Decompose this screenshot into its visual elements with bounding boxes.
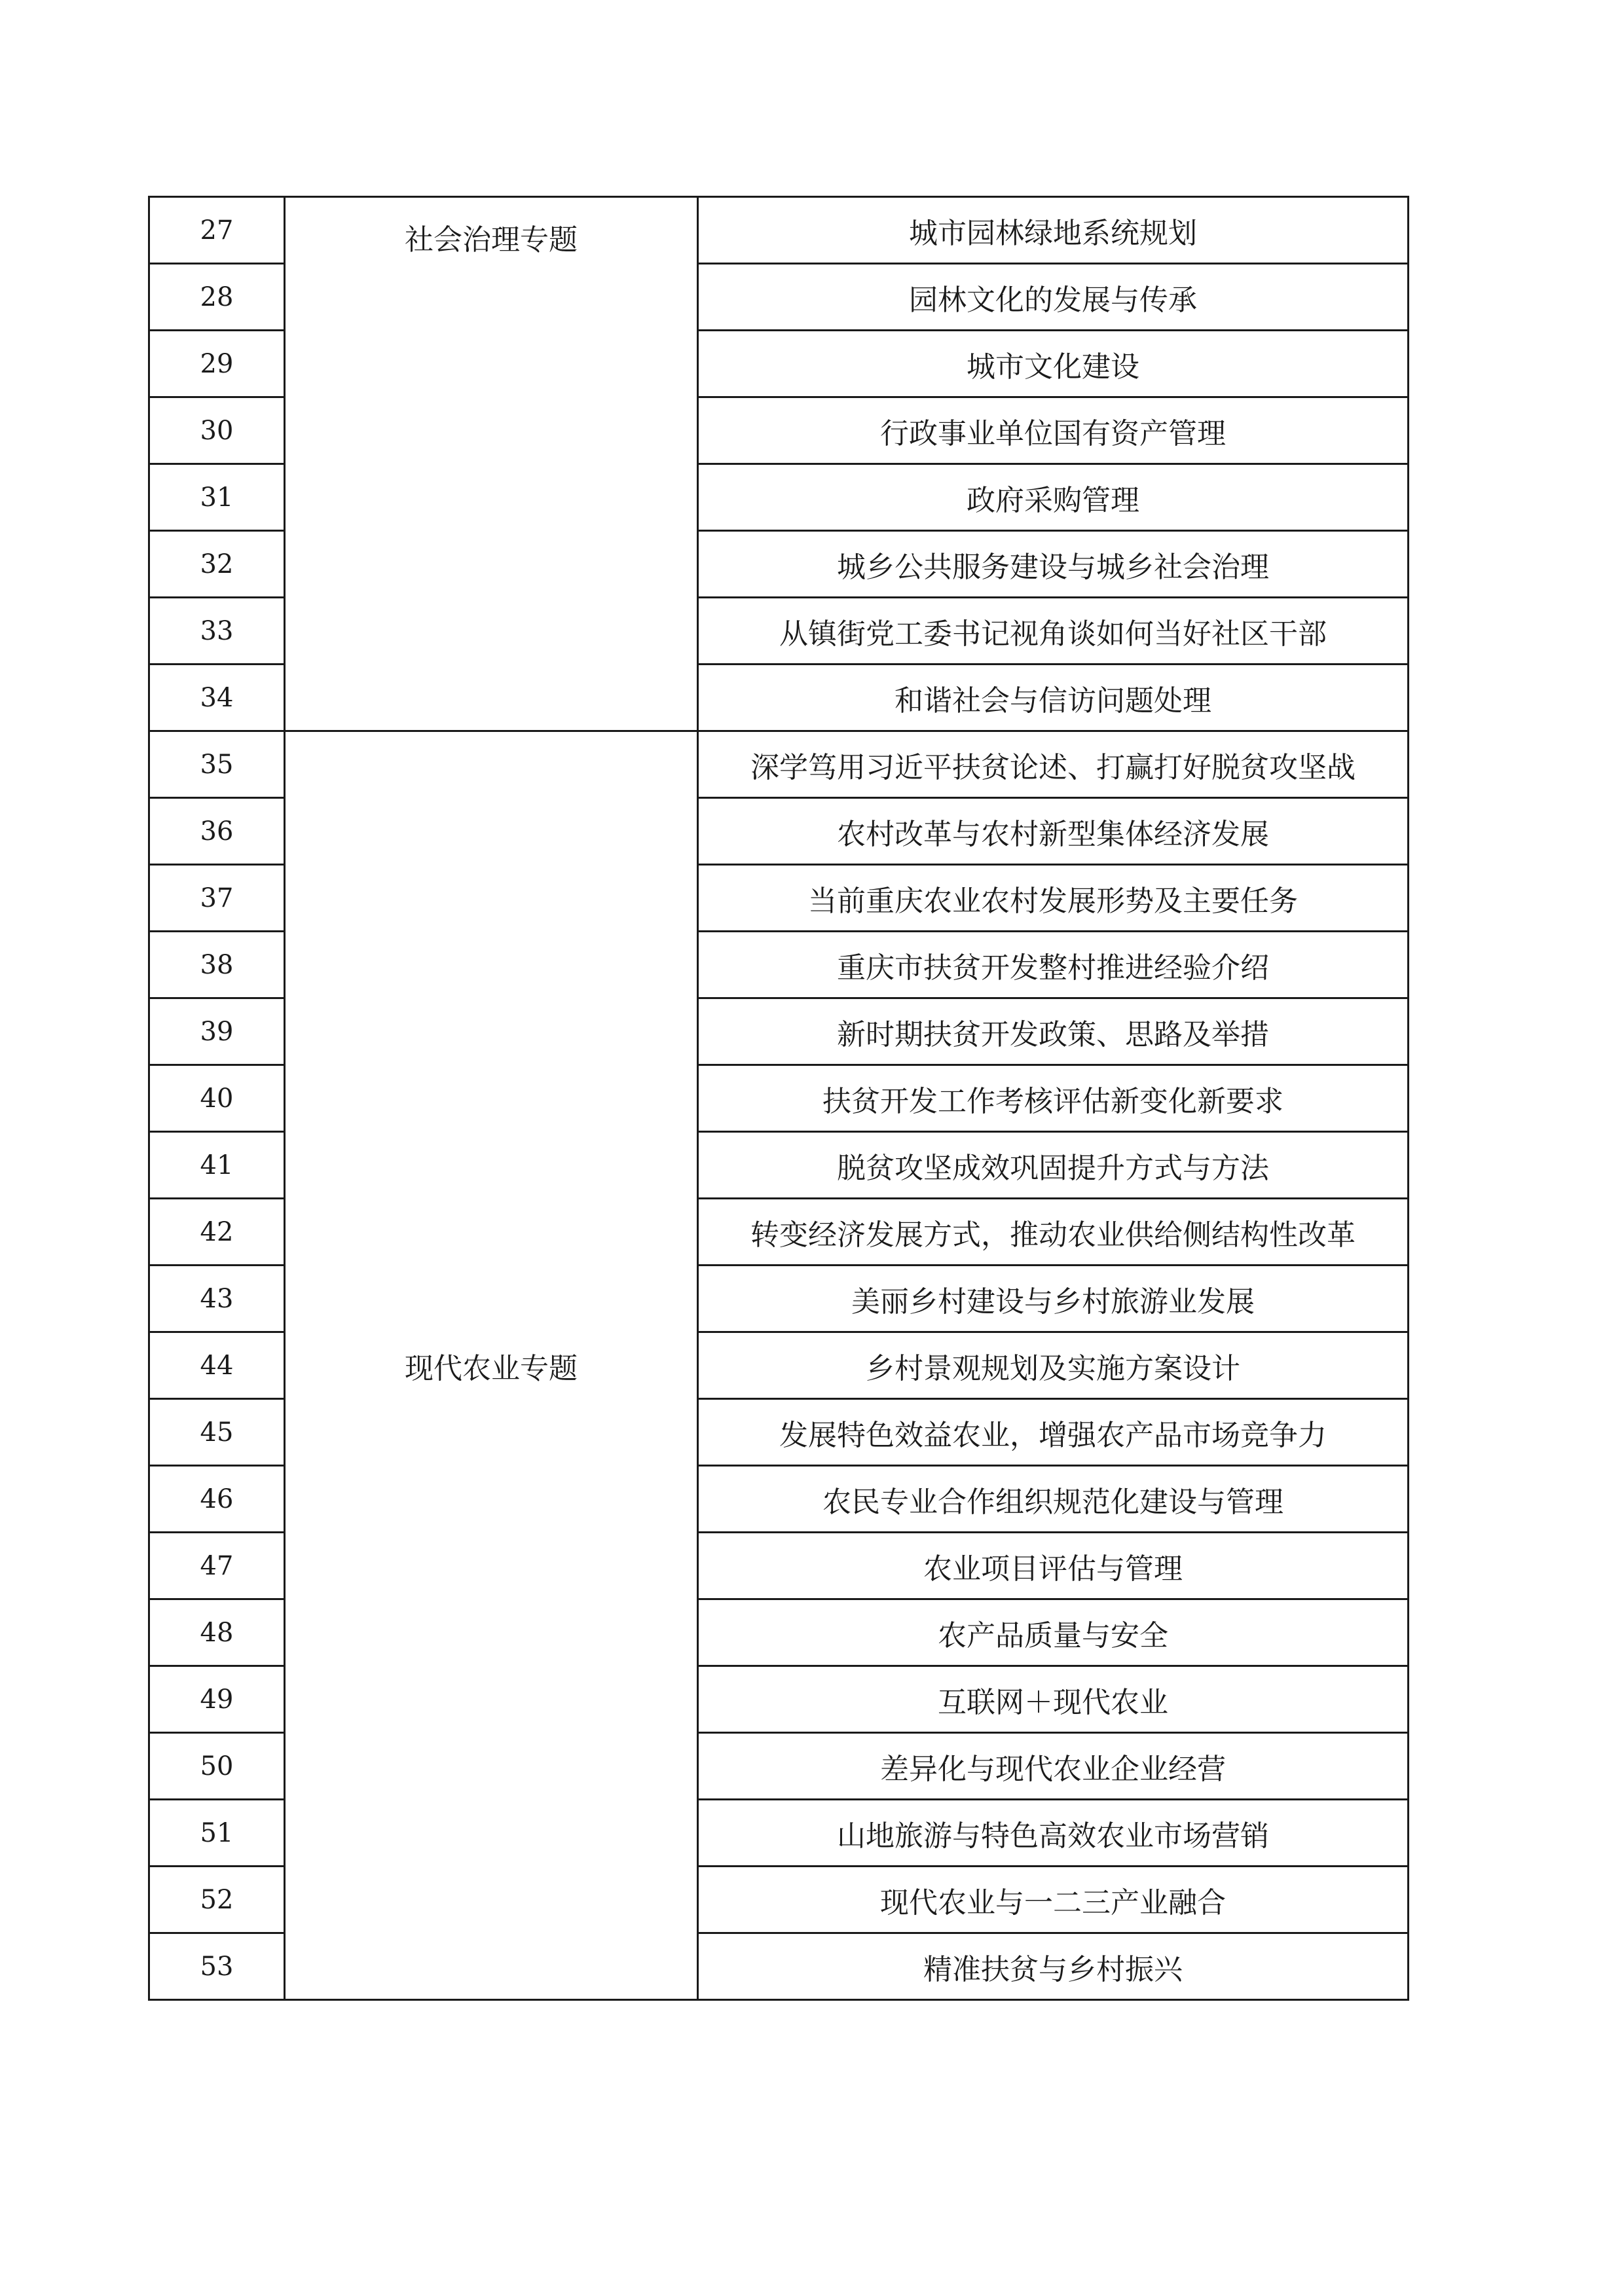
course-title: 行政事业单位国有资产管理 xyxy=(698,397,1409,464)
course-title: 现代农业与一二三产业融合 xyxy=(698,1867,1409,1933)
course-title: 脱贫攻坚成效巩固提升方式与方法 xyxy=(698,1132,1409,1199)
course-title: 重庆市扶贫开发整村推进经验介绍 xyxy=(698,932,1409,998)
row-number: 37 xyxy=(149,865,285,932)
course-title: 发展特色效益农业，增强农产品市场竞争力 xyxy=(698,1399,1409,1466)
row-number: 35 xyxy=(149,731,285,798)
row-number: 28 xyxy=(149,264,285,331)
topic-category: 社会治理专题 xyxy=(285,197,698,731)
table-row xyxy=(149,731,1409,798)
table-row xyxy=(149,197,1409,264)
course-title: 互联网＋现代农业 xyxy=(698,1666,1409,1733)
row-number: 32 xyxy=(149,531,285,598)
row-number: 43 xyxy=(149,1266,285,1332)
row-number: 46 xyxy=(149,1466,285,1533)
row-number: 30 xyxy=(149,397,285,464)
course-title: 园林文化的发展与传承 xyxy=(698,264,1409,331)
row-number: 48 xyxy=(149,1599,285,1666)
row-number: 47 xyxy=(149,1533,285,1599)
row-number: 45 xyxy=(149,1399,285,1466)
course-title: 农村改革与农村新型集体经济发展 xyxy=(698,798,1409,865)
course-table xyxy=(148,196,1409,2001)
course-title: 农产品质量与安全 xyxy=(698,1599,1409,1666)
course-title: 城市园林绿地系统规划 xyxy=(698,197,1409,264)
table-body xyxy=(149,197,1409,2000)
row-number: 49 xyxy=(149,1666,285,1733)
row-number: 40 xyxy=(149,1065,285,1132)
course-title: 差异化与现代农业企业经营 xyxy=(698,1733,1409,1800)
course-title: 扶贫开发工作考核评估新变化新要求 xyxy=(698,1065,1409,1132)
row-number: 52 xyxy=(149,1867,285,1933)
course-title: 山地旅游与特色高效农业市场营销 xyxy=(698,1800,1409,1867)
course-title: 深学笃用习近平扶贫论述、打赢打好脱贫攻坚战 xyxy=(698,731,1409,798)
course-title: 从镇街党工委书记视角谈如何当好社区干部 xyxy=(698,598,1409,665)
course-title: 城乡公共服务建设与城乡社会治理 xyxy=(698,531,1409,598)
row-number: 44 xyxy=(149,1332,285,1399)
row-number: 36 xyxy=(149,798,285,865)
row-number: 31 xyxy=(149,464,285,531)
course-title: 美丽乡村建设与乡村旅游业发展 xyxy=(698,1266,1409,1332)
row-number: 33 xyxy=(149,598,285,665)
row-number: 27 xyxy=(149,197,285,264)
row-number: 53 xyxy=(149,1933,285,2000)
row-number: 34 xyxy=(149,665,285,731)
topic-category: 现代农业专题 xyxy=(285,731,698,2000)
course-title: 精准扶贫与乡村振兴 xyxy=(698,1933,1409,2000)
course-title: 乡村景观规划及实施方案设计 xyxy=(698,1332,1409,1399)
row-number: 42 xyxy=(149,1199,285,1266)
course-title: 和谐社会与信访问题处理 xyxy=(698,665,1409,731)
row-number: 29 xyxy=(149,331,285,397)
row-number: 51 xyxy=(149,1800,285,1867)
course-title: 新时期扶贫开发政策、思路及举措 xyxy=(698,998,1409,1065)
row-number: 41 xyxy=(149,1132,285,1199)
course-title: 政府采购管理 xyxy=(698,464,1409,531)
course-title: 农业项目评估与管理 xyxy=(698,1533,1409,1599)
course-title: 城市文化建设 xyxy=(698,331,1409,397)
row-number: 38 xyxy=(149,932,285,998)
row-number: 39 xyxy=(149,998,285,1065)
course-title: 当前重庆农业农村发展形势及主要任务 xyxy=(698,865,1409,932)
course-title: 农民专业合作组织规范化建设与管理 xyxy=(698,1466,1409,1533)
row-number: 50 xyxy=(149,1733,285,1800)
course-title: 转变经济发展方式，推动农业供给侧结构性改革 xyxy=(698,1199,1409,1266)
